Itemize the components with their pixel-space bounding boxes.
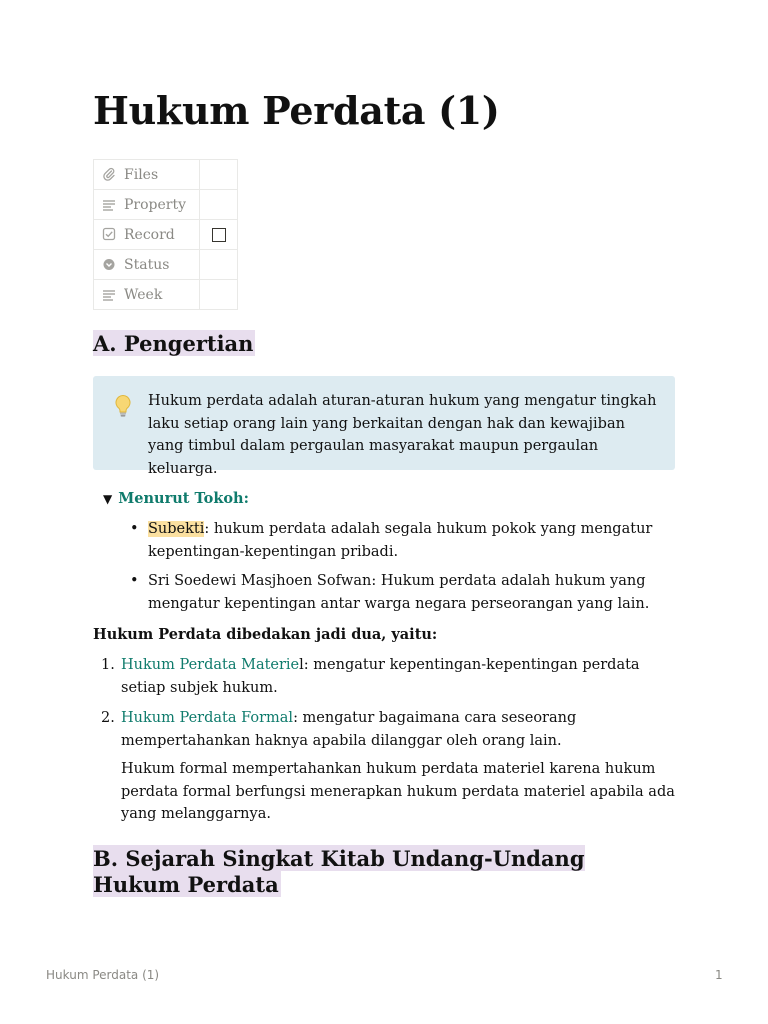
property-name: Week (124, 286, 163, 303)
list-number: 2. (101, 710, 115, 726)
property-row-status[interactable] (94, 250, 238, 280)
property-row-files[interactable] (94, 160, 238, 190)
callout-box (93, 376, 675, 477)
list-item: • Subekti: hukum perdata adalah segala hukum pokok yang mengatur kepentingan-kepentingan pribadi. (130, 518, 660, 563)
toggle-label: Menurut Tokoh: (118, 490, 249, 507)
distinction-label: Hukum Perdata dibedakan jadi dua, yaitu: (93, 626, 438, 643)
list-item: 2. Hukum Perdata Formal: mengatur bagaimana cara seseorang mempertahankan haknya apabila dilanggar oleh orang lain. Hukum formal mempertahankan hukum perdata materiel karena hukum perdata formal berfungsi menerapkan hukum perdata materiel apabila ada yang melanggarnya. (93, 707, 683, 826)
property-value[interactable] (200, 160, 238, 190)
toggle-triangle-icon[interactable]: ▼ (103, 492, 113, 506)
property-row-week[interactable] (94, 280, 238, 310)
property-name: Files (124, 166, 159, 183)
property-name: Record (124, 226, 175, 243)
property-name: Property (124, 196, 187, 213)
text-lines-icon (102, 287, 116, 301)
property-value[interactable] (200, 250, 238, 280)
property-row-property[interactable] (94, 190, 238, 220)
section-heading-a: A. Pengertian (93, 331, 254, 356)
text-lines-icon (102, 197, 116, 211)
lightbulb-icon (113, 394, 133, 418)
property-value[interactable] (200, 280, 238, 310)
highlighted-name: Subekti (148, 521, 205, 537)
sub-paragraph: Hukum formal mempertahankan hukum perdata materiel karena hukum perdata formal berfungsi menerapkan hukum perdata materiel apabila ada yang melanggarnya. (121, 761, 675, 822)
term-link: Hukum Perdata Materie (121, 657, 300, 673)
list-item: 1. Hukum Perdata Materiel: mengatur kepentingan-kepentingan perdata setiap subjek hukum. (93, 654, 683, 699)
property-name: Status (124, 256, 170, 273)
callout-text: Hukum perdata adalah aturan-aturan hukum yang mengatur tingkah laku setiap orang lain yang berkaitan dengan hak dan kewajiban yang timbul dalam pergaulan masyarakat maupun pergaulan keluarga. (148, 393, 657, 477)
toggle-menurut-tokoh[interactable] (103, 490, 249, 507)
record-checkbox[interactable] (212, 228, 226, 242)
section-heading-b: B. Sejarah Singkat Kitab Undang-Undang Hukum Perdata (93, 846, 585, 897)
status-icon (102, 257, 116, 271)
page-title: Hukum Perdata (1) (93, 88, 500, 133)
term-link: Hukum Perdata Formal (121, 710, 294, 726)
list-item: • Sri Soedewi Masjhoen Sofwan: Hukum perdata adalah hukum yang mengatur kepentingan antar warga negara perseorangan yang lain. (130, 570, 660, 615)
toggle-content-list (130, 518, 660, 622)
property-value[interactable] (200, 190, 238, 220)
list-number: 1. (101, 657, 115, 673)
checkbox-icon (102, 227, 116, 241)
property-row-record[interactable] (94, 220, 238, 250)
paperclip-icon (102, 167, 116, 181)
numbered-list (93, 654, 683, 834)
footer-page-number: 1 (715, 968, 723, 982)
properties-table (93, 159, 238, 310)
footer-title: Hukum Perdata (1) (46, 968, 160, 982)
